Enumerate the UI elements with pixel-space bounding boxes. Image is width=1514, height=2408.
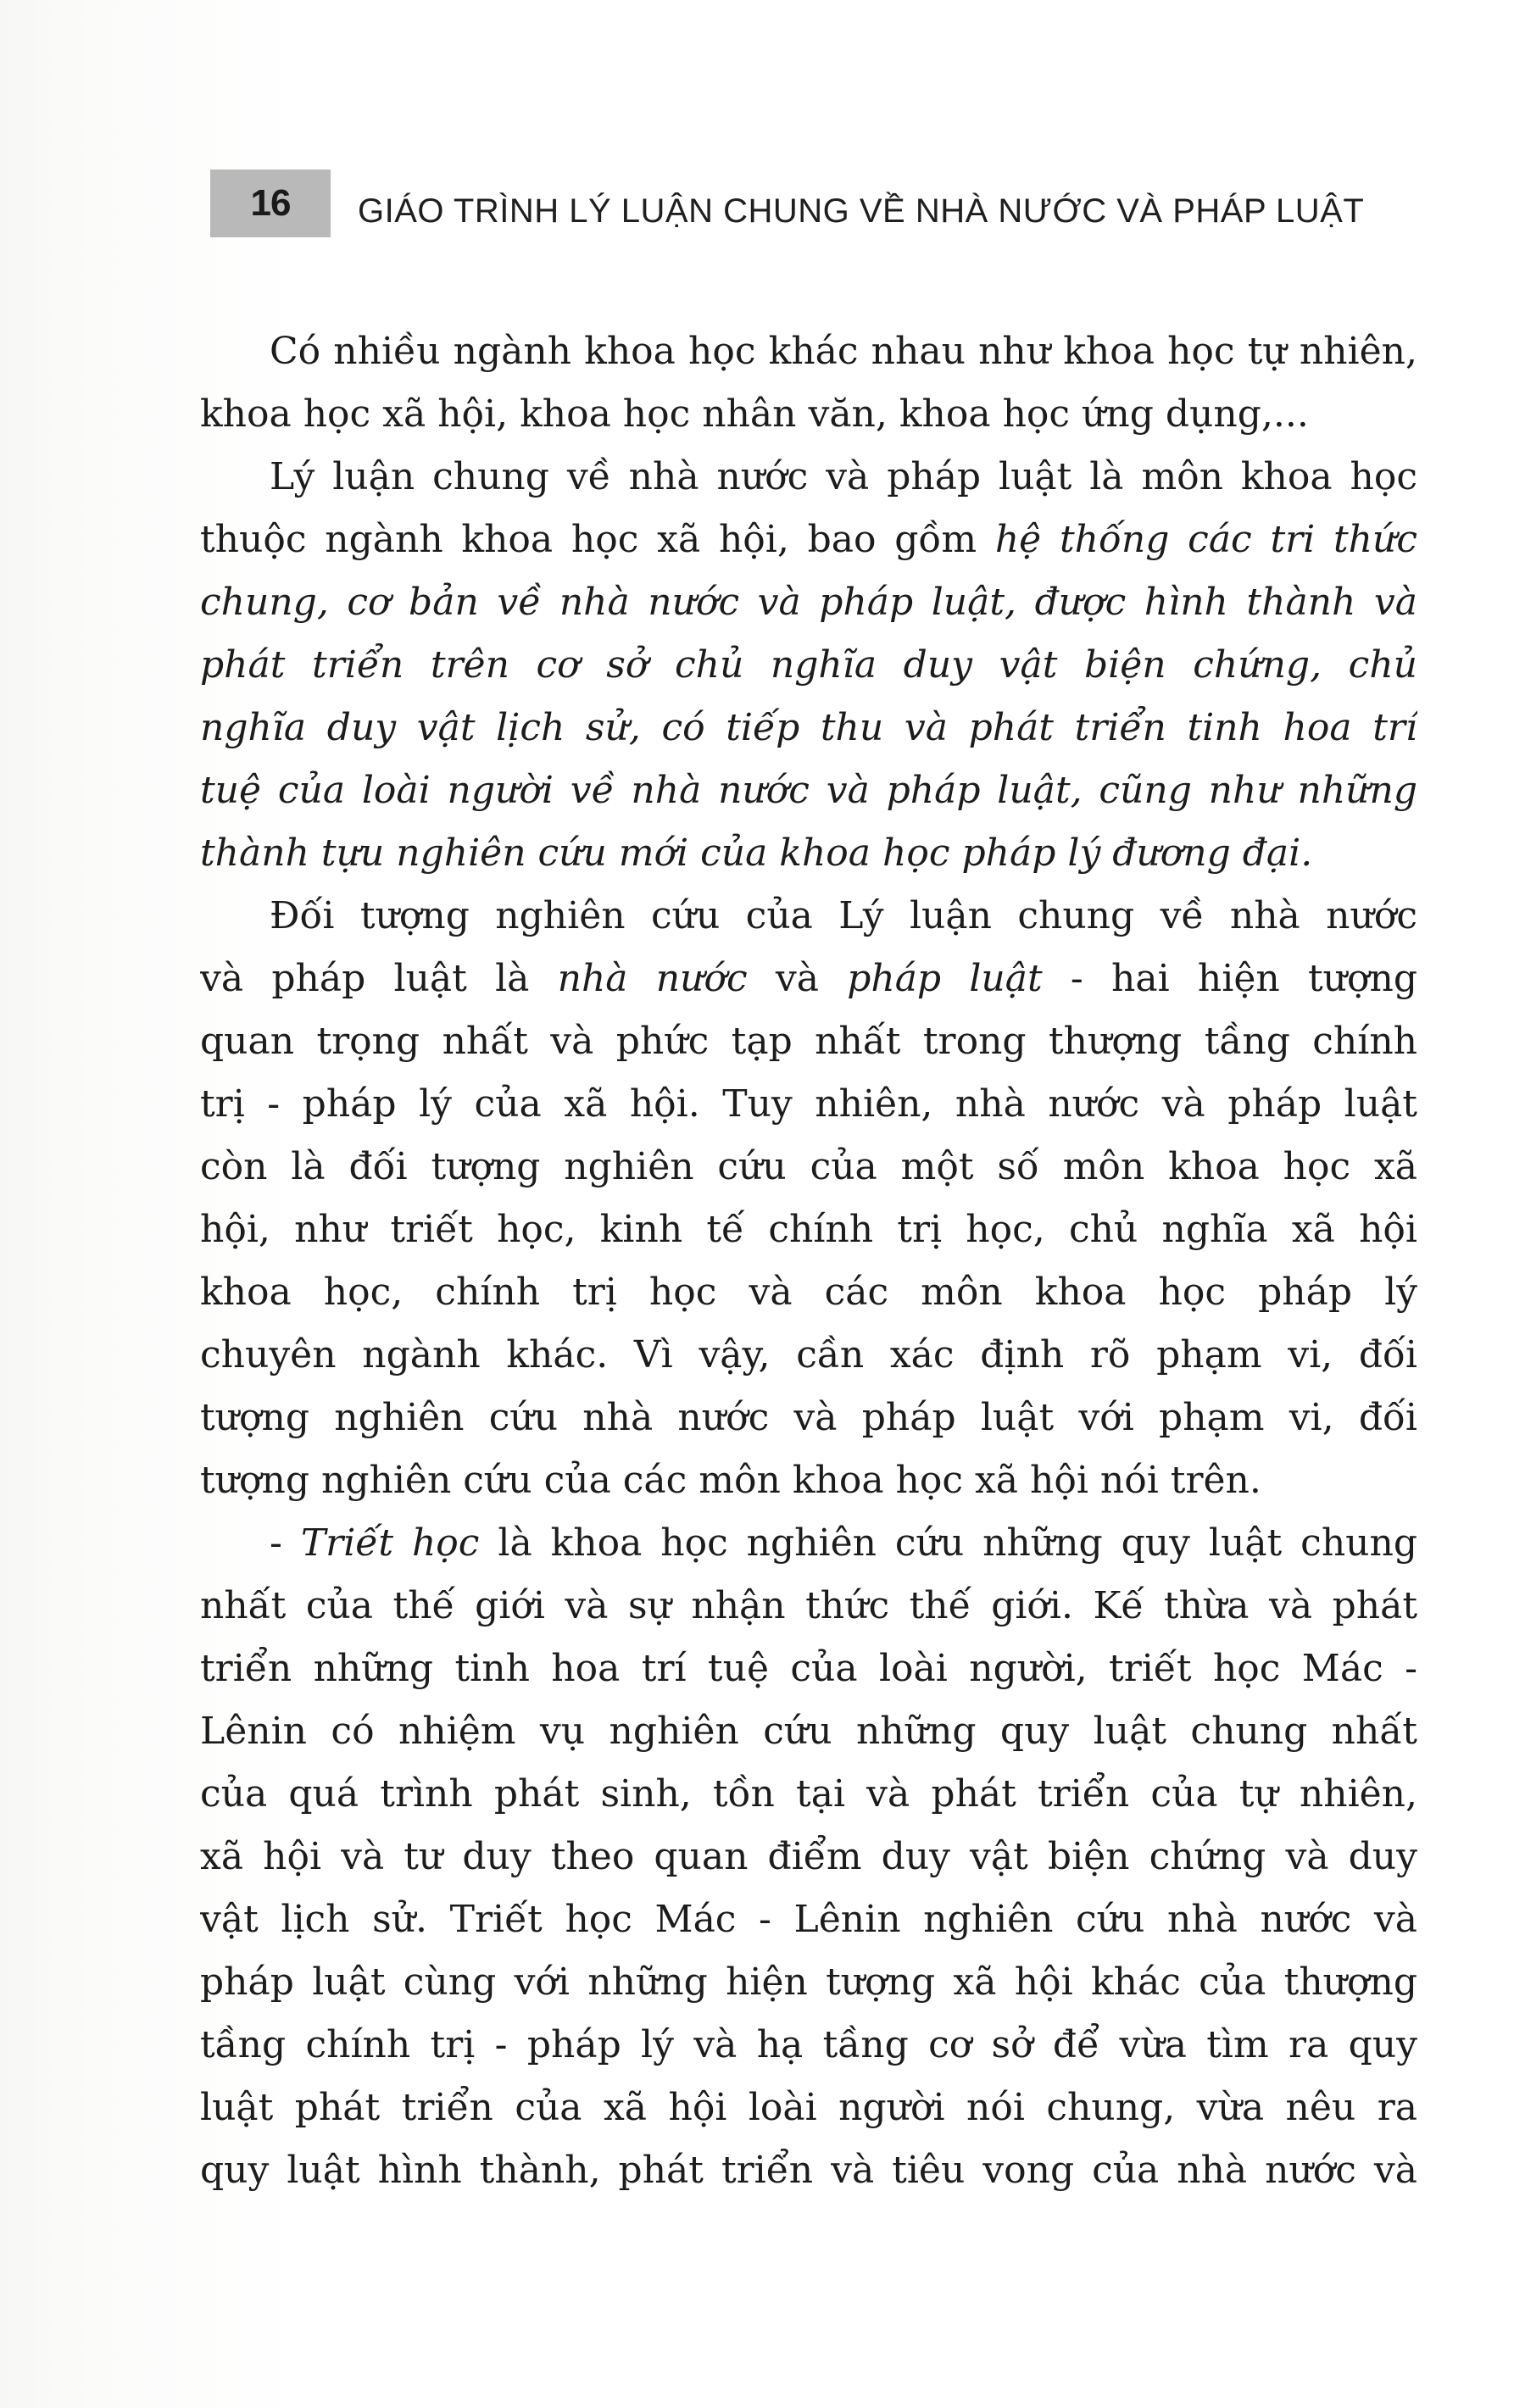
text-line	[200, 1951, 1417, 2014]
text-run: tượng nghiên cứu của các môn khoa học xã hội nói trên.	[200, 1459, 1261, 1502]
text-run: khoa học, chính trị học và các môn khoa học pháp lý	[200, 1271, 1417, 1314]
text-line	[200, 1700, 1417, 1763]
text-line	[200, 1449, 1417, 1512]
text-run: trị - pháp lý của xã hội. Tuy nhiên, nhà nước và pháp luật	[200, 1082, 1417, 1126]
italic-run: hệ thống các tri thức	[994, 518, 1417, 561]
text-run: còn là đối tượng nghiên cứu của một số môn khoa học xã	[200, 1145, 1417, 1188]
text-run: pháp luật cùng với những hiện tượng xã hội khác của thượng	[200, 1960, 1417, 2004]
text-run: thuộc ngành khoa học xã hội, bao gồm	[200, 518, 995, 561]
text-line	[200, 1324, 1417, 1387]
text-run: của quá trình phát sinh, tồn tại và phát triển của tự nhiên,	[200, 1772, 1417, 1816]
text-line	[200, 1888, 1417, 1951]
page-header	[210, 170, 1364, 237]
body-text	[200, 320, 1417, 2202]
text-line	[200, 948, 1417, 1010]
text-line	[200, 320, 1417, 383]
italic-run: thành tựu nghiên cứu mới của khoa học pháp lý đương đại.	[200, 831, 1313, 875]
italic-run: tuệ của loài người về nhà nước và pháp luật, cũng như những	[200, 769, 1417, 812]
text-run: Có nhiều ngành khoa học khác nhau như khoa học tự nhiên,	[270, 330, 1417, 373]
text-run: Lênin có nhiệm vụ nghiên cứu những quy luật chung nhất	[200, 1710, 1417, 1753]
text-run: là khoa học nghiên cứu những quy luật chung	[479, 1521, 1417, 1565]
text-line	[200, 634, 1417, 697]
text-line	[200, 446, 1417, 509]
italic-run: nghĩa duy vật lịch sử, có tiếp thu và phát triển tinh hoa trí	[200, 706, 1417, 749]
text-line	[200, 1575, 1417, 1638]
running-title: GIÁO TRÌNH LÝ LUẬN CHUNG VỀ NHÀ NƯỚC VÀ PHÁP LUẬT	[358, 192, 1365, 230]
text-line	[200, 1073, 1417, 1136]
text-line	[200, 759, 1417, 822]
text-line	[200, 571, 1417, 634]
text-run: chuyên ngành khác. Vì vậy, cần xác định rõ phạm vi, đối	[200, 1333, 1417, 1376]
italic-run: chung, cơ bản về nhà nước và pháp luật, được hình thành và	[200, 581, 1417, 624]
text-line	[200, 1512, 1417, 1575]
text-run: tượng nghiên cứu nhà nước và pháp luật với phạm vi, đối	[200, 1396, 1417, 1439]
text-line	[200, 1198, 1417, 1261]
text-run: quan trọng nhất và phức tạp nhất trong thượng tầng chính	[200, 1020, 1417, 1063]
text-run: vật lịch sử. Triết học Mác - Lênin nghiên cứu nhà nước và	[200, 1898, 1417, 1941]
italic-run: nhà nước	[557, 957, 748, 1000]
text-line	[200, 1261, 1417, 1324]
text-line	[200, 2077, 1417, 2139]
text-run: tầng chính trị - pháp lý và hạ tầng cơ sở để vừa tìm ra quy	[200, 2023, 1417, 2066]
text-line	[200, 509, 1417, 571]
text-run: hội, như triết học, kinh tế chính trị học, chủ nghĩa xã hội	[200, 1208, 1417, 1251]
text-line	[200, 1763, 1417, 1826]
text-run: -	[270, 1521, 301, 1565]
text-run: quy luật hình thành, phát triển và tiêu vong của nhà nước và	[200, 2149, 1417, 2192]
text-line	[200, 1387, 1417, 1449]
text-run: và pháp luật là	[200, 957, 558, 1000]
italic-run: Triết học	[300, 1521, 480, 1565]
text-run: Đối tượng nghiên cứu của Lý luận chung về nhà nước	[270, 894, 1417, 937]
text-line	[200, 383, 1417, 446]
text-run: nhất của thế giới và sự nhận thức thế giới. Kế thừa và phát	[200, 1584, 1417, 1627]
text-line	[200, 1638, 1417, 1700]
text-line	[200, 1826, 1417, 1888]
italic-run: pháp luật	[847, 957, 1043, 1000]
text-run: khoa học xã hội, khoa học nhân văn, khoa học ứng dụng,...	[200, 392, 1309, 436]
text-run: và	[747, 957, 848, 1000]
text-line	[200, 1010, 1417, 1073]
text-run: luật phát triển của xã hội loài người nói chung, vừa nêu ra	[200, 2086, 1417, 2129]
page-number: 16	[210, 170, 331, 237]
italic-run: phát triển trên cơ sở chủ nghĩa duy vật biện chứng, chủ	[200, 643, 1417, 687]
text-line	[200, 822, 1417, 885]
text-line	[200, 2139, 1417, 2202]
text-run: triển những tinh hoa trí tuệ của loài người, triết học Mác -	[200, 1647, 1417, 1690]
text-line	[200, 2014, 1417, 2077]
text-line	[200, 697, 1417, 759]
text-line	[200, 885, 1417, 948]
text-run: - hai hiện tượng	[1042, 957, 1417, 1000]
text-line	[200, 1136, 1417, 1198]
text-run: xã hội và tư duy theo quan điểm duy vật biện chứng và duy	[200, 1835, 1417, 1878]
text-run: Lý luận chung về nhà nước và pháp luật là môn khoa học	[270, 455, 1417, 498]
